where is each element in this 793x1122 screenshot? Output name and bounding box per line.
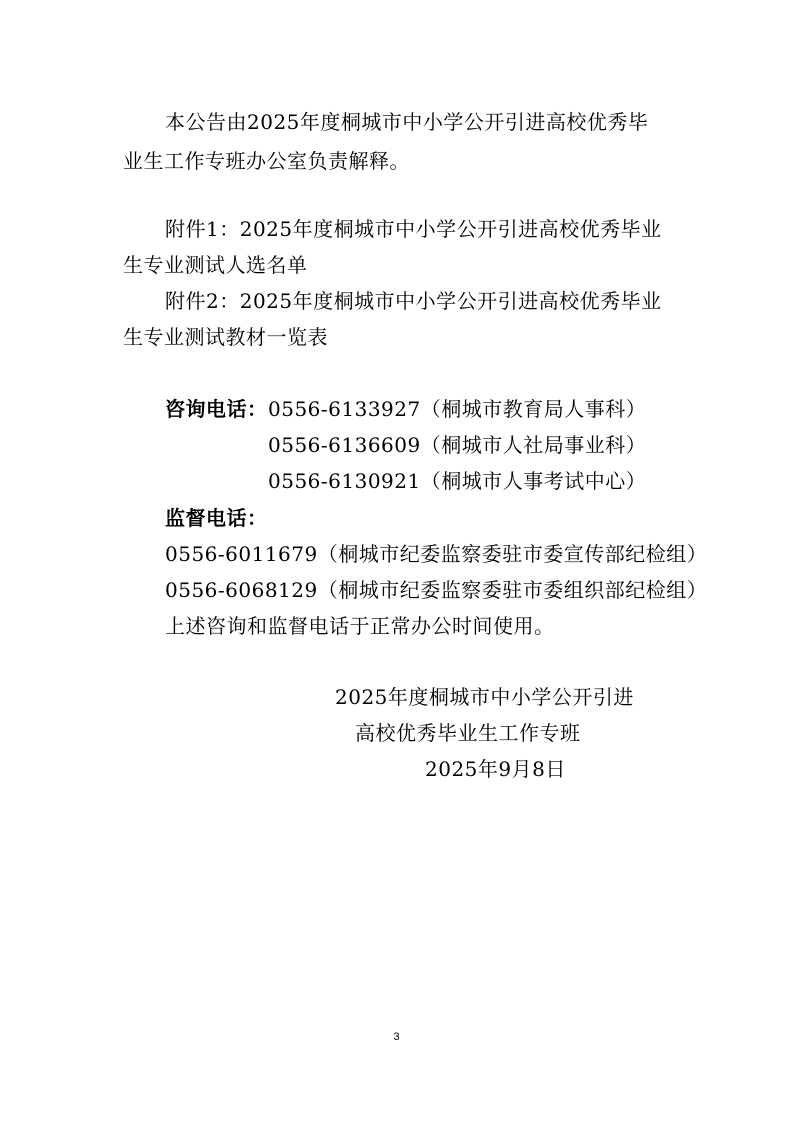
page-number: 3 bbox=[393, 1031, 400, 1043]
consult-phone-2: 0556-6136609（桐城市人社局事业科） bbox=[268, 433, 647, 457]
attachment-1-line-1: 附件1：2025年度桐城市中小学公开引进高校优秀毕业 bbox=[165, 217, 662, 241]
attachment-1-line-2: 生专业测试人选名单 bbox=[123, 253, 308, 277]
closing-line-2: 业生工作专班办公室负责解释。 bbox=[123, 149, 410, 173]
consult-phone-1: 0556-6133927（桐城市教育局人事科） bbox=[268, 397, 647, 421]
consult-label: 咨询电话： bbox=[165, 397, 268, 421]
signature-date: 2025年9月8日 bbox=[425, 757, 566, 781]
supervise-phone-1: 0556-6011679（桐城市纪委监察委驻市委宣传部纪检组） bbox=[165, 542, 708, 566]
consult-phone-3: 0556-6130921（桐城市人事考试中心） bbox=[268, 469, 647, 493]
closing-line-1: 本公告由2025年度桐城市中小学公开引进高校优秀毕 bbox=[165, 110, 649, 134]
supervise-label: 监督电话： bbox=[165, 506, 268, 530]
attachment-2-line-2: 生专业测试教材一览表 bbox=[123, 325, 328, 349]
signature-line-1: 2025年度桐城市中小学公开引进 bbox=[335, 685, 634, 709]
supervise-phone-2: 0556-6068129（桐城市纪委监察委驻市委组织部纪检组） bbox=[165, 578, 708, 602]
supervise-note: 上述咨询和监督电话于正常办公时间使用。 bbox=[165, 614, 555, 638]
signature-line-2: 高校优秀毕业生工作专班 bbox=[355, 721, 581, 745]
attachment-2-line-1: 附件2：2025年度桐城市中小学公开引进高校优秀毕业 bbox=[165, 289, 662, 313]
